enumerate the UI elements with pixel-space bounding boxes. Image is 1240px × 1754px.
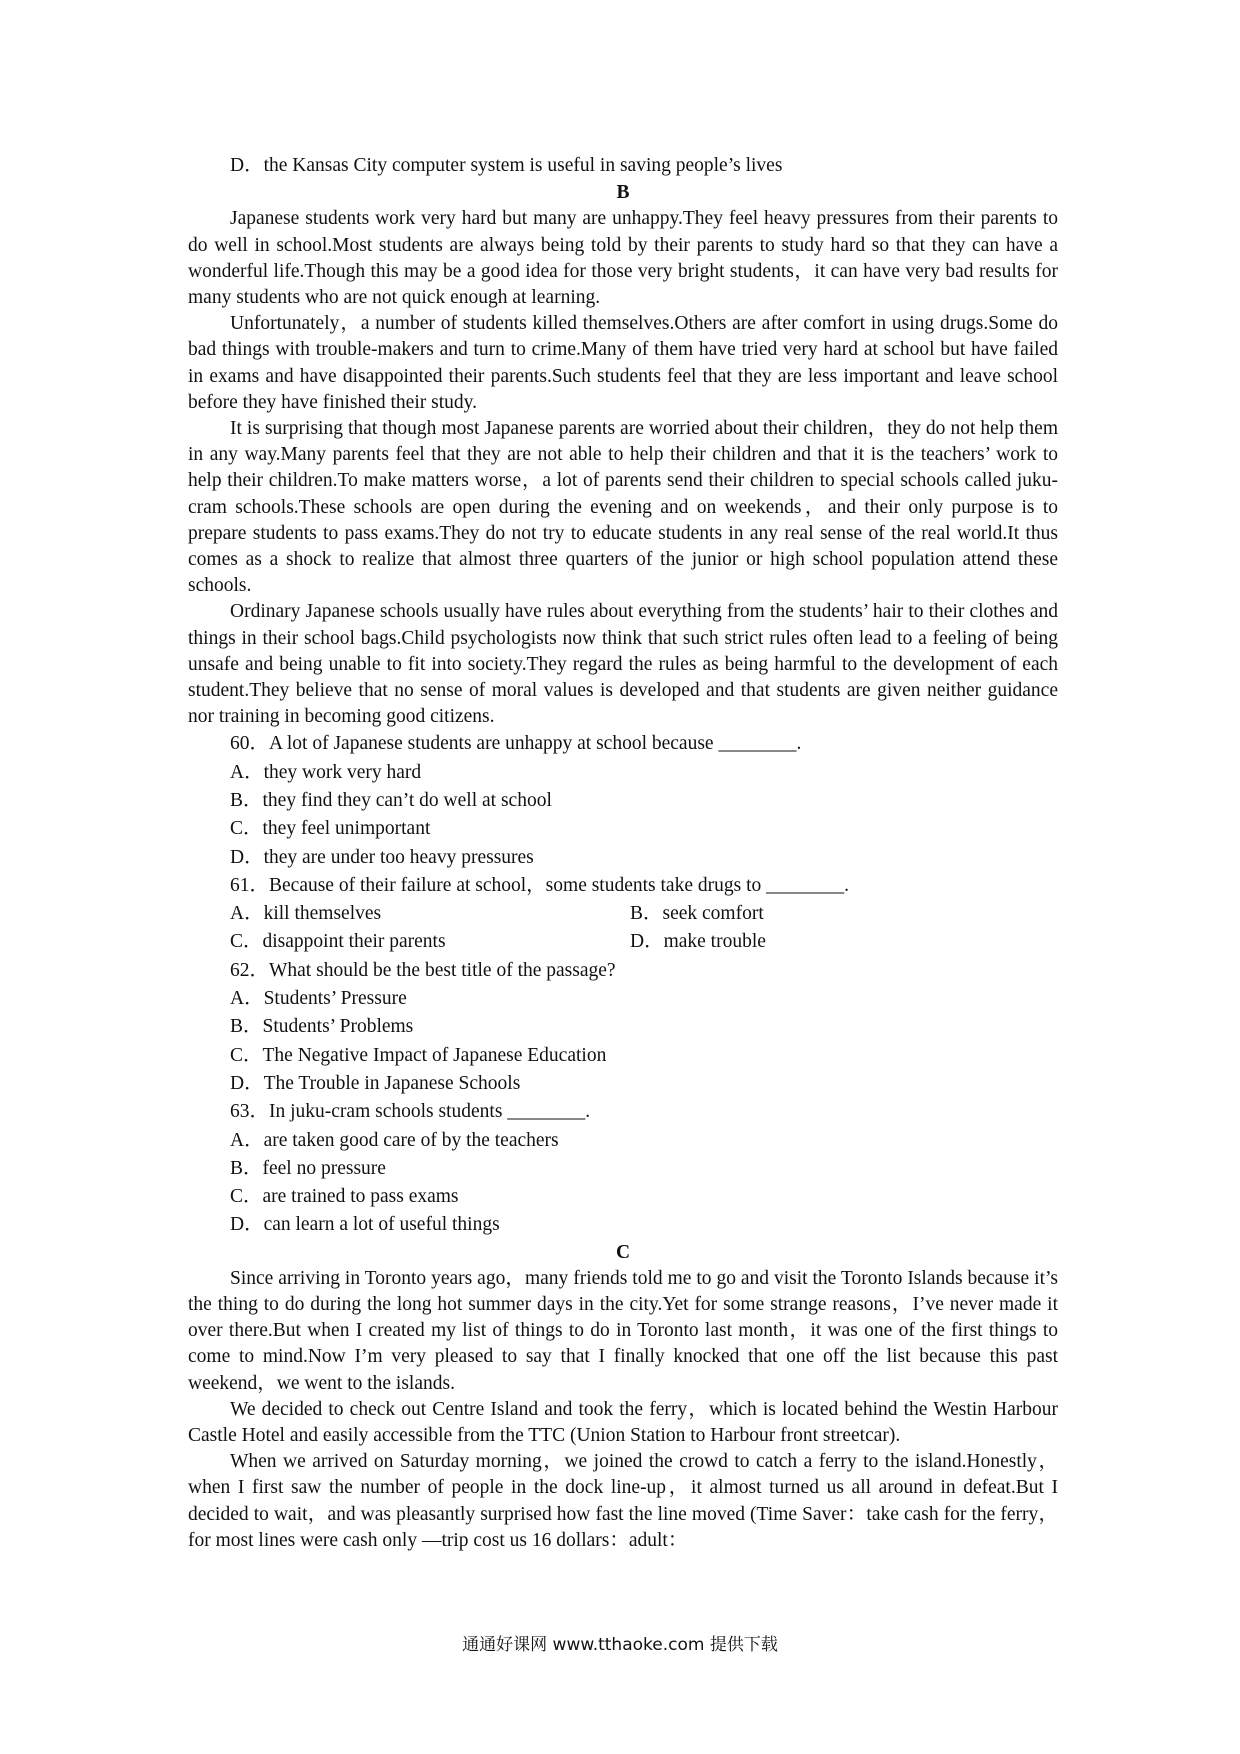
- question-61-option-b: B．seek comfort: [630, 903, 764, 925]
- question-60-option-b: B．they find they can’t do well at school: [230, 789, 552, 811]
- section-b-paragraph-1: Japanese students work very hard but many are unhappy.They feel heavy pressures from their parents to do well in school.Most students are always being told by their parents to study hard so that they can have a wonderful life.Though this may be a good idea for those very bright students，it can have very bad results for many students who are not quick enough at learning.: [188, 208, 1058, 308]
- section-b-paragraph-2: Unfortunately，a number of students killed themselves.Others are after comfort in using drugs.Some do bad things with trouble-makers and turn to crime.Many of them have tried very hard at school but have failed in exams and have disappointed their parents.Such students feel that they are less important and leave school before they have finished their study.: [188, 313, 1058, 413]
- question-62-option-d: D．The Trouble in Japanese Schools: [230, 1072, 521, 1094]
- section-b-paragraph-4: Ordinary Japanese schools usually have rules about everything from the students’ hair to their clothes and things in their school bags.Child psychologists now think that such strict rules often lead to a feeling of being unsafe and being unable to fit into society.They regard the rules as being harmful to the development of each student.They believe that no sense of moral values is developed and that students are given neither guidance nor training in becoming good citizens.: [188, 601, 1058, 728]
- question-61-options-row-2: [188, 928, 1058, 956]
- question-62-option-b: B．Students’ Problems: [230, 1016, 414, 1038]
- question-61-option-d: D．make trouble: [630, 931, 766, 953]
- question-60-stem: 60．A lot of Japanese students are unhappy at school because ________.: [230, 733, 802, 755]
- question-63-option-b: B．feel no pressure: [230, 1157, 386, 1179]
- question-63-option-d: D．can learn a lot of useful things: [230, 1214, 500, 1236]
- question-61-stem: 61．Because of their failure at school，some students take drugs to ________.: [230, 874, 849, 896]
- question-61-option-a: A．kill themselves: [230, 903, 382, 925]
- section-c-paragraph-1: Since arriving in Toronto years ago，many friends told me to go and visit the Toronto Islands because it’s the thing to do during the long hot summer days in the city.Yet for some strange reasons，I’ve never made it over there.But when I created my list of things to do in Toronto last month，it was one of the first things to come to mind.Now I’m very pleased to say that I finally knocked that one off the list because this past weekend，we went to the islands.: [188, 1267, 1058, 1394]
- previous-question-option-d: D．the Kansas City computer system is useful in saving people’s lives: [230, 155, 783, 176]
- question-62-stem: 62．What should be the best title of the passage?: [230, 959, 616, 981]
- question-63-option-c: C．are trained to pass exams: [230, 1186, 459, 1208]
- page-content: [188, 152, 1058, 1554]
- section-b-paragraph-3: It is surprising that though most Japanese parents are worried about their children，they do not help them in any way.Many parents feel that they are not able to help their children and that it is the teachers’ work to help their children.To make matters worse，a lot of parents send their children to special schools called juku-cram schools.These schools are open during the evening and on weekends，and their only purpose is to prepare students to pass exams.They do not try to educate students in any real sense of the real world.It thus comes as a shock to realize that almost three quarters of the junior or high school population attend these schools.: [188, 417, 1058, 597]
- page-footer: 通通好课网 www.tthaoke.com 提供下载: [462, 1635, 778, 1655]
- section-c-heading: C: [615, 1241, 631, 1263]
- question-63-option-a: A．are taken good care of by the teachers: [230, 1129, 559, 1151]
- question-60-option-c: C．they feel unimportant: [230, 818, 431, 840]
- section-c-paragraph-3: When we arrived on Saturday morning，we joined the crowd to catch a ferry to the island.Honestly，when I first saw the number of people in the dock line-up，it almost turned us all around in defeat.But I decided to wait，and was pleasantly surprised how fast the line moved (Time Saver：take cash for the ferry，for most lines were cash only —trip cost us 16 dollars：adult：: [188, 1451, 1059, 1551]
- question-62-option-a: A．Students’ Pressure: [230, 988, 407, 1010]
- question-63-stem: 63．In juku-cram schools students ________.: [230, 1101, 591, 1123]
- question-60-option-a: A．they work very hard: [230, 761, 422, 783]
- question-62-option-c: C．The Negative Impact of Japanese Education: [230, 1044, 607, 1066]
- section-b-heading: B: [616, 182, 630, 204]
- section-c-paragraph-2: We decided to check out Centre Island and took the ferry，which is located behind the Westin Harbour Castle Hotel and easily accessible from the TTC (Union Station to Harbour front streetcar).: [188, 1398, 1058, 1446]
- question-61-options-row-1: [188, 900, 1058, 928]
- question-61-option-c: C．disappoint their parents: [230, 931, 446, 953]
- question-60-option-d: D．they are under too heavy pressures: [230, 846, 534, 868]
